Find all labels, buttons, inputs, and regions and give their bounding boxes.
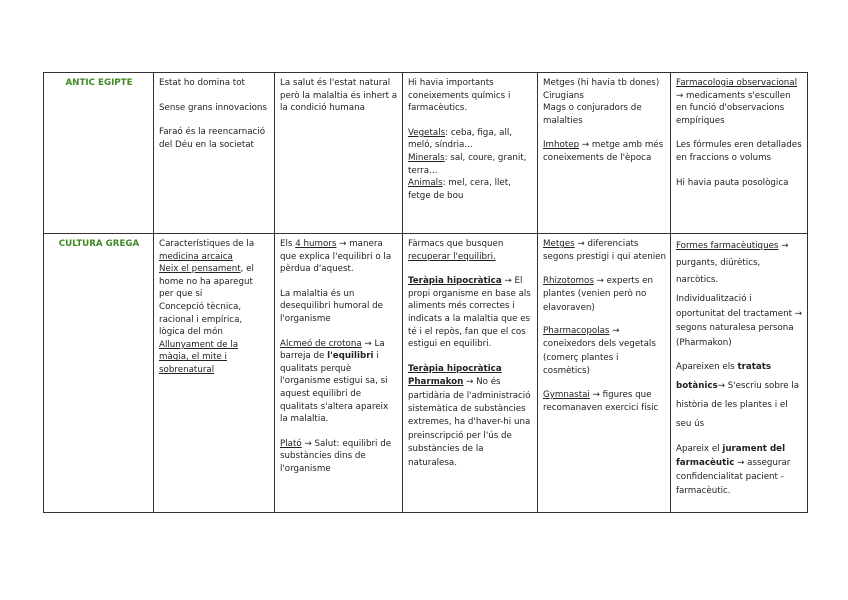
cell-text: Els: [280, 239, 296, 249]
cell-text: Mags o conjuradors de malalties: [543, 103, 642, 126]
bold-term: jurament del farmacèutic: [676, 444, 786, 468]
cell-text: → No és partidària de l'administració sistemàtica de substàncies extremes, ha d'haver-hi una preinscripció per l'ús de substàncies de la naturalesa.: [408, 377, 531, 468]
cell-text: → figures que recomanaven exercici físic: [543, 389, 659, 414]
term-label: Neix el pensament: [159, 264, 241, 275]
cell-text: → S'escriu sobre la història de les plantes i el seu ús: [676, 381, 800, 429]
cell-text: → La barreja de: [280, 338, 385, 362]
table-cell: [275, 73, 403, 234]
term-label: Vegetals: [408, 127, 446, 138]
cell-text: , el home no ha aparegut per que si: [159, 264, 254, 300]
bold-term: Teràpia hipocràtica: [408, 276, 502, 287]
table-cell: [538, 234, 671, 513]
cell-text: : ceba, figa, all, meló, síndria...: [408, 127, 513, 151]
table-cell: [275, 234, 403, 513]
cell-text: → coneixedors dels vegetals (comerç plantes i cosmètics): [543, 326, 656, 377]
table-cell: [671, 234, 808, 513]
cell-text: Apareixen els: [676, 362, 738, 372]
cell-text: → purgants, diürètics, narcòtics.: [676, 241, 789, 285]
term-label: Alcmeó de crotona: [280, 338, 362, 349]
table-cell: [154, 234, 275, 513]
cell-text: → manera que explica l'equilibri o la pèrdua d'aquest.: [280, 239, 392, 275]
cell-text: Hi havia importants coneixements químics i farmacèutics.: [408, 78, 511, 114]
cell-text: Sense grans innovacions: [159, 102, 267, 113]
cell-text: Estat ho domina tot: [159, 78, 245, 88]
bold-term: tratats botànics: [676, 362, 772, 391]
term-label: Rhizotomos: [543, 275, 594, 286]
cell-text: → experts en plantes (venien però no elavoraven): [543, 275, 653, 313]
cell-text: Hi havia pauta posològica: [676, 177, 789, 188]
term-label: 4 humors: [295, 239, 337, 249]
cell-text: Concepció tècnica, racional i empírica, lògica del món: [159, 301, 243, 338]
term-label: Farmacologia observacional: [676, 78, 798, 88]
term-label: Plató: [280, 438, 302, 449]
table-cell: [403, 73, 538, 234]
table-cell: [403, 234, 538, 513]
term-label: Imhotep: [543, 140, 580, 151]
cell-text: Faraó és la reencarnació del Déu en la societat: [159, 127, 266, 150]
table-cell: [671, 73, 808, 234]
term-label: Metges: [543, 239, 575, 249]
cell-text: Característiques de la: [159, 239, 255, 249]
term-label: medicina arcaica: [159, 251, 233, 262]
cell-text: → assegurar confidencialitat pacient - farmacèutic.: [676, 458, 791, 496]
cell-text: Apareix el: [676, 444, 723, 454]
era-label: ANTIC EGIPTE: [44, 73, 154, 234]
cell-text: Individualització i oportunitat del tractament → segons naturalesa persona (Pharmakon): [676, 294, 803, 348]
cell-text: i qualitats perquè l'organisme estigui sa, si aquest equilibri de qualitats s'altera apareix la malaltia.: [280, 351, 389, 425]
term-label: Allunyament de la màgia, el mite i sobrenatural: [159, 339, 239, 375]
bold-term: Teràpia hipocràtica Pharmakon: [408, 363, 502, 388]
cell-text: → medicaments s'escullen en funció d'observacions empíriques: [676, 90, 791, 126]
cell-text: Metges (hi havia tb dones): [543, 78, 660, 88]
cell-text: → Salut: equilibri de substàncies dins de l'organisme: [280, 438, 392, 474]
cell-text: La malaltia és un desequilibri humoral de l'organisme: [280, 288, 383, 324]
term-label: Pharmacopolas: [543, 326, 610, 337]
term-label: Animals: [408, 178, 443, 189]
table-cell: [538, 73, 671, 234]
cell-text: → diferenciats segons prestigi i qui atenien: [543, 239, 666, 263]
era-label: CULTURA GREGA: [44, 234, 154, 513]
term-label: Minerals: [408, 152, 445, 163]
cell-text: : sal, coure, granit, terra...: [408, 152, 527, 176]
table-row: [44, 73, 808, 234]
cell-text: → metge amb més coneixements de l'època: [543, 140, 664, 163]
table-row: [44, 234, 808, 513]
bold-term: l'equilibri: [327, 351, 374, 362]
cell-text: La salut és l'estat natural però la malaltia és inhert a la condició humana: [280, 78, 398, 114]
history-table: [43, 72, 808, 513]
cell-text: Fàrmacs que busquen: [408, 239, 504, 249]
term-label: recuperar l'equilibri.: [408, 251, 496, 262]
table-cell: [154, 73, 275, 234]
cell-text: Cirugians: [543, 90, 584, 101]
cell-text: → El propi organisme en base als aliments més correctes i indicats a la malaltia que es té i el repòs, fan que el cos estigui en equilibri.: [408, 276, 531, 350]
cell-text: : mel, cera, llet, fetge de bou: [408, 178, 511, 201]
term-label: Formes farmacèutiques: [676, 241, 779, 251]
term-label: Gymnastai: [543, 389, 590, 400]
cell-text: Les fórmules eren detallades en fraccions o volums: [676, 140, 802, 163]
